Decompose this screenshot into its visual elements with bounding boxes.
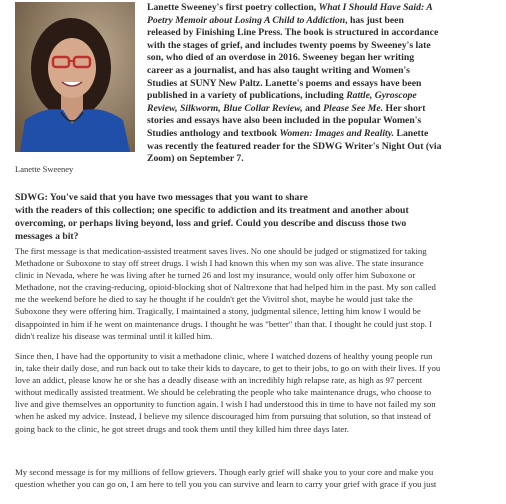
question-line: with the readers of this collection; one specific to addiction and its treatment and another about bbox=[15, 205, 409, 216]
answer-line: going back to the clinic, he got street drugs and took them until they killed him three days later. bbox=[15, 423, 349, 434]
bio-line bbox=[147, 40, 505, 53]
bio-text-segment: and bbox=[302, 102, 324, 114]
answer-line: in, take their daily dose, and run back out to take their kids to daycare, to get to their jobs, to go on with their lives. If you bbox=[15, 363, 441, 374]
bio-text-segment: Poetry Memoir about Losing A Child to Addiction bbox=[147, 14, 346, 26]
answer-line: love an addict, please know he or she has a deadly disease with an incredibly high relapse rate, as high as 97 percent bbox=[15, 375, 423, 386]
bio-line bbox=[147, 65, 505, 78]
bio-line bbox=[147, 128, 505, 141]
answer-line: Methadone, not the craving-reducing, opioid-blocking shot of Naltrexone that had helped him in the past. My son called bbox=[15, 282, 436, 293]
question-line: overcoming, or perhaps living beyond, loss and grief. Could you describe and discuss those two bbox=[15, 218, 407, 229]
answer-line: Methadone or Suboxone to stay off street drugs. I wish I had known this when my son was alive. The state insurance bbox=[15, 258, 424, 269]
bio-line bbox=[147, 78, 505, 91]
bio-text-segment: Please See Me. bbox=[323, 102, 384, 114]
answer-line: My second message is for my millions of fellow grievers. Though early grief will shake you to your core and make you bbox=[15, 467, 434, 477]
question-line: messages a bit? bbox=[15, 231, 79, 242]
answer-paragraph-3 bbox=[15, 466, 504, 490]
bio-line bbox=[147, 15, 505, 28]
answer-paragraph-1 bbox=[15, 245, 504, 342]
answer-line: me the weekend before he died to say he thought if he couldn't get the Vivitrol shot, maybe he would just take the bbox=[15, 294, 413, 305]
question-line: SDWG: You've said that you have two messages that you want to share bbox=[15, 192, 308, 203]
answer-paragraph-2 bbox=[15, 350, 504, 435]
interview-question bbox=[15, 191, 502, 243]
bio-text-segment: son, who died of an overdose in 2016. Sweeney began her writing bbox=[147, 52, 415, 64]
author-portrait-image bbox=[15, 2, 135, 152]
bio-line bbox=[147, 141, 505, 154]
bio-text-segment: Lanette Sweeney's first poetry collection, bbox=[147, 2, 319, 13]
bio-text-segment: Studies anthology and textbook bbox=[147, 127, 280, 139]
bio-line bbox=[147, 27, 505, 40]
bio-line bbox=[147, 52, 505, 65]
bio-text-segment: Women: Images and Reality. bbox=[279, 127, 395, 139]
answer-line: The first message is that medication-assisted treatment saves lives. No one should be judged or stigmatized for taking bbox=[15, 246, 427, 256]
bio-text-segment: Rattle, Gyroscope bbox=[346, 90, 417, 102]
answer-line: Suboxone they were offering him. Tragically, I maintained a stony, judgmental silence, letting him know I would be bbox=[15, 306, 421, 317]
bio-text-segment: Zoom) on September 7. bbox=[147, 153, 244, 165]
bio-text-segment: Lanette bbox=[394, 127, 429, 139]
photo-caption: Lanette Sweeney bbox=[15, 164, 74, 174]
bio-line bbox=[147, 115, 505, 128]
answer-line: disappointed in him if he went on maintenance drugs. I thought he was "better" than that. I thought he could just stop. I bbox=[15, 318, 433, 329]
author-bio bbox=[147, 2, 505, 166]
answer-line: without medically assisted treatment. We should be celebrating the people who take maintenance drugs, who choose to bbox=[15, 387, 432, 398]
bio-text-segment: Her short bbox=[383, 102, 426, 114]
answer-line: live and give themselves an opportunity to function again. I wish I had understood this in time to have not failed my son bbox=[15, 399, 436, 410]
bio-text-segment: with the stages of grief, and includes twenty poems by Sweeney's late bbox=[147, 39, 431, 51]
answer-line: question whether you can go on, I am here to tell you you can survive and learn to carry your grief with grace if you just bbox=[15, 479, 437, 490]
bio-text-segment: released by Finishing Line Press. The book is structured in accordance bbox=[147, 27, 439, 39]
bio-text-segment: stories and essays have also been included in the popular Women's bbox=[147, 115, 422, 127]
answer-line: clinic in Nevada, where he was living after he turned 26 and lost my insurance, would only offer him Suboxone or bbox=[15, 270, 416, 281]
answer-line: didn't realize his disease was terminal until it killed him. bbox=[15, 330, 213, 341]
bio-text-segment: career as a journalist, and has also taught writing and Women's bbox=[147, 64, 410, 76]
bio-line bbox=[147, 90, 505, 103]
answer-line: Since then, I have had the opportunity to visit a methadone clinic, where I watched dozens of healthy young people run bbox=[15, 351, 433, 361]
answer-line: when he asked my advice. Instead, I believe my silence discouraged him from pursuing that solution, so that instead of bbox=[15, 411, 432, 422]
author-photo bbox=[15, 2, 135, 152]
bio-text-segment: What I Should Have Said: A bbox=[318, 2, 433, 13]
bio-line bbox=[147, 153, 505, 166]
bio-line bbox=[147, 2, 505, 15]
bio-line bbox=[147, 103, 505, 116]
bio-text-segment: published in a variety of publications, including bbox=[147, 90, 347, 102]
bio-text-segment: , has just been bbox=[345, 14, 404, 26]
bio-text-segment: was recently the featured reader for the SDWG Writer's Night Out (via bbox=[147, 140, 442, 152]
bio-text-segment: Studies at SUNY New Paltz. Lanette's poems and essays have been bbox=[147, 77, 422, 89]
bio-text-segment: Review, Silkworm, Blue Collar Review, bbox=[147, 102, 303, 114]
